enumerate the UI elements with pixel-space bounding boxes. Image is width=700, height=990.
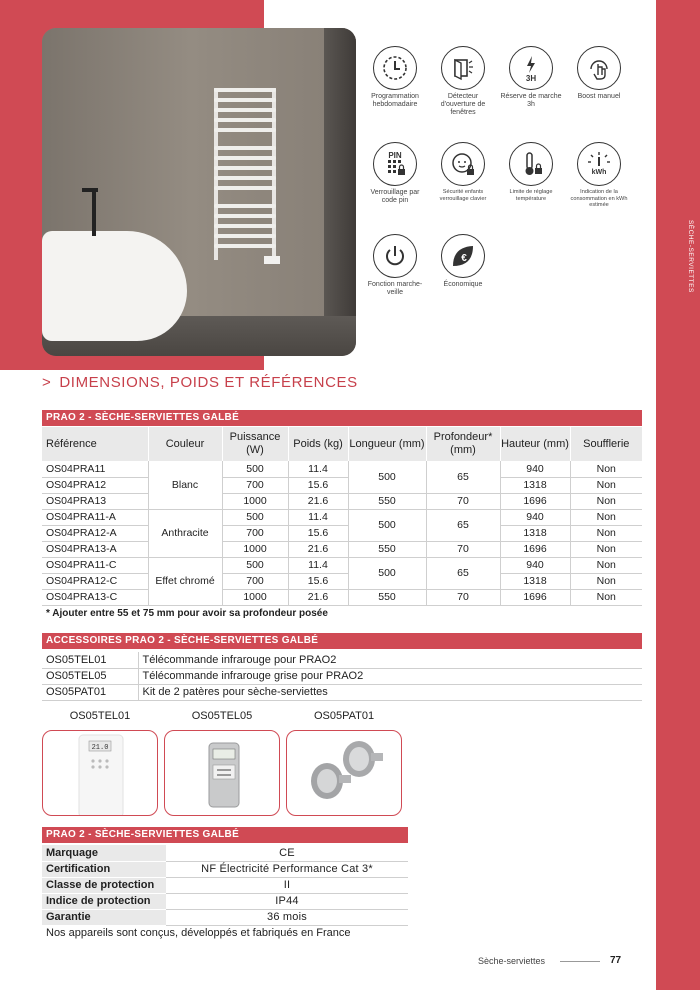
feature-child-lock [430, 142, 496, 202]
table-cell: 500 [348, 461, 426, 493]
table-cell: 940 [500, 509, 570, 525]
side-tab-label: SÈCHE-SERVIETTES [687, 220, 694, 293]
towel-radiator [214, 88, 276, 260]
accessory-code: OS05TEL05 [42, 668, 138, 684]
energy-meter-icon [577, 142, 621, 186]
table-row [42, 861, 408, 877]
table-row [42, 493, 642, 509]
feature-weekly-program [362, 46, 428, 109]
feature-label: Verrouillage par code pin [370, 189, 420, 204]
radiator-bar [214, 128, 276, 132]
economy-leaf-icon [441, 234, 485, 278]
product-label: OS05PAT01 [313, 710, 375, 722]
table-cell: OS04PRA12-C [42, 573, 148, 589]
table-cell: 21.6 [288, 493, 348, 509]
table-row [42, 477, 642, 493]
depth-note: * Ajouter entre 55 et 75 mm pour avoir sa profondeur posée [46, 608, 328, 619]
power-standby-icon [373, 234, 417, 278]
thermometer-lock-icon [509, 142, 553, 186]
spec-key: Certification [42, 861, 166, 877]
table-row [42, 909, 408, 925]
table-row [42, 573, 642, 589]
color-cell: Anthracite [148, 509, 222, 557]
feature-icons [362, 46, 632, 306]
color-cell: Blanc [148, 461, 222, 509]
product-card-hooks [286, 730, 402, 816]
table-row [42, 557, 642, 573]
table-cell: Non [570, 477, 642, 493]
spec-key: Garantie [42, 909, 166, 925]
table-cell: 70 [426, 493, 500, 509]
svg-text:€: € [461, 253, 467, 264]
column-header: Référence [42, 427, 148, 461]
child-lock-icon [441, 142, 485, 186]
table-cell: OS04PRA13-A [42, 541, 148, 557]
table-cell: 65 [426, 461, 500, 493]
remote-display-text: 21.0 [91, 744, 109, 752]
feature-label: Réserve de marche 3h [500, 93, 562, 108]
feature-boost [566, 46, 632, 101]
feature-window-detector [430, 46, 496, 117]
spec-key: Marquage [42, 845, 166, 861]
page-number: 77 [610, 955, 622, 966]
table-cell: 550 [348, 541, 426, 557]
radiator-bar [214, 176, 276, 180]
table-cell: Non [570, 493, 642, 509]
badge-3h-text: 3H [525, 74, 537, 83]
spec-value: IP44 [166, 893, 408, 909]
feature-label: Programmation hebdomadaire [371, 93, 419, 108]
table-cell: 500 [348, 557, 426, 589]
product-label: OS05TEL05 [191, 710, 253, 722]
table-row [42, 509, 642, 525]
table-cell: 500 [222, 509, 288, 525]
table-cell: 15.6 [288, 525, 348, 541]
radiator-bar [214, 166, 276, 170]
product-labels [42, 710, 408, 724]
specs-band: PRAO 2 - SÈCHE-SERVIETTES GALBÉ [42, 827, 408, 843]
radiator-bar [214, 88, 276, 92]
table-cell: 1000 [222, 541, 288, 557]
table-cell: 700 [222, 477, 288, 493]
table-cell: 500 [222, 461, 288, 477]
table-cell: Non [570, 589, 642, 605]
column-header: Puissance (W) [222, 427, 288, 461]
radiator-bar [214, 186, 276, 190]
table-cell: 500 [222, 557, 288, 573]
feature-3h-reserve [498, 46, 564, 109]
table-cell: 940 [500, 461, 570, 477]
spec-key: Classe de protection [42, 877, 166, 893]
boost-3h-icon [509, 46, 553, 90]
pin-lock-icon [373, 142, 417, 186]
table-row [42, 652, 642, 668]
table-cell: 1696 [500, 589, 570, 605]
white-remote-image [43, 731, 158, 816]
photo-bathtub [42, 231, 187, 341]
footer-section-name: Sèche-serviettes [478, 956, 546, 966]
feature-standby [362, 234, 428, 297]
accessory-description: Télécommande infrarouge pour PRAO2 [138, 652, 642, 668]
radiator-bar [214, 244, 276, 248]
table-cell: 1318 [500, 525, 570, 541]
table-cell: 1000 [222, 493, 288, 509]
accessory-code: OS05PAT01 [42, 684, 138, 700]
column-header: Profondeur* (mm) [426, 427, 500, 461]
feature-pin-lock [362, 142, 428, 205]
table-cell: 70 [426, 589, 500, 605]
feature-label: Indication de la consommation en kWh estimée [570, 189, 628, 209]
table-header-row [42, 427, 642, 461]
table-cell: 700 [222, 525, 288, 541]
table-row [42, 541, 642, 557]
table-row [42, 684, 642, 700]
table-cell: 21.6 [288, 541, 348, 557]
product-card-remote-white [42, 730, 158, 816]
radiator-bar [214, 98, 276, 102]
radiator-bar [214, 214, 276, 218]
spec-value: CE [166, 845, 408, 861]
table-cell: 940 [500, 557, 570, 573]
table-cell: 700 [222, 573, 288, 589]
table-cell: OS04PRA11 [42, 461, 148, 477]
table-cell: 65 [426, 557, 500, 589]
table-cell: Non [570, 525, 642, 541]
accessory-description: Kit de 2 patères pour sèche-serviettes [138, 684, 642, 700]
table-cell: Non [570, 573, 642, 589]
table-row [42, 877, 408, 893]
grey-remote-image [165, 731, 280, 816]
table-cell: 550 [348, 493, 426, 509]
photo-tap-spout [82, 188, 98, 192]
table-cell: 70 [426, 541, 500, 557]
table-cell: OS04PRA12 [42, 477, 148, 493]
table-cell: OS04PRA12-A [42, 525, 148, 541]
photo-glass-panel [324, 28, 356, 318]
table-row [42, 461, 642, 477]
table-cell: OS04PRA11-C [42, 557, 148, 573]
radiator-bar [214, 108, 276, 112]
table-cell: OS04PRA11-A [42, 509, 148, 525]
accessories-band: ACCESSOIRES PRAO 2 - SÈCHE-SERVIETTES GALBÉ [42, 633, 642, 649]
table-cell: OS04PRA13-C [42, 589, 148, 605]
radiator-bar [214, 118, 276, 122]
color-cell: Effet chromé [148, 557, 222, 605]
column-header: Soufflerie [570, 427, 642, 461]
product-label: OS05TEL01 [69, 710, 131, 722]
table-cell: 1696 [500, 541, 570, 557]
feature-label: Détecteur d'ouverture de fenêtres [440, 93, 486, 116]
column-header: Couleur [148, 427, 222, 461]
spec-value: 36 mois [166, 909, 408, 925]
feature-label: Économique [443, 281, 483, 288]
radiator-bar [214, 146, 276, 150]
accessory-code: OS05TEL01 [42, 652, 138, 668]
radiator-bar [214, 204, 276, 208]
section-title-text: DIMENSIONS, POIDS ET RÉFÉRENCES [59, 374, 358, 391]
table-cell: Non [570, 557, 642, 573]
table-cell: 15.6 [288, 573, 348, 589]
feature-temp-limit [498, 142, 564, 202]
feature-label: Fonction marche-veille [367, 281, 423, 296]
feature-label: Boost manuel [577, 93, 621, 100]
feature-label: Limite de réglage température [509, 189, 553, 202]
accessories-table [42, 652, 642, 701]
badge-pin-text: PIN [388, 151, 402, 160]
badge-kwh-text: kWh [591, 169, 607, 176]
table-cell: OS04PRA13 [42, 493, 148, 509]
feature-economy [430, 234, 496, 289]
radiator-control-box [264, 256, 280, 264]
table-cell: 65 [426, 509, 500, 541]
footer-divider [560, 961, 600, 962]
specs-table [42, 845, 408, 926]
table-cell: 11.4 [288, 461, 348, 477]
product-photo [42, 28, 356, 356]
product-card-remote-grey [164, 730, 280, 816]
column-header: Longueur (mm) [348, 427, 426, 461]
accessory-description: Télécommande infrarouge grise pour PRAO2 [138, 668, 642, 684]
table-cell: 15.6 [288, 477, 348, 493]
hooks-image [287, 731, 402, 816]
side-band [656, 0, 700, 990]
table-row [42, 589, 642, 605]
table-row [42, 525, 642, 541]
feature-label: Sécurité enfants verrouillage clavier [439, 189, 487, 202]
photo-tap [92, 188, 96, 236]
table-cell: 1318 [500, 573, 570, 589]
table-row [42, 845, 408, 861]
table-cell: Non [570, 541, 642, 557]
radiator-bar [214, 156, 276, 160]
dimensions-table [42, 427, 642, 606]
radiator-bar [214, 234, 276, 238]
spec-value: NF Électricité Performance Cat 3* [166, 861, 408, 877]
table-row [42, 893, 408, 909]
touch-boost-icon [577, 46, 621, 90]
table-cell: 21.6 [288, 589, 348, 605]
table-cell: Non [570, 461, 642, 477]
column-header: Hauteur (mm) [500, 427, 570, 461]
chevron-right-icon: > [42, 374, 52, 391]
window-open-detector-icon [441, 46, 485, 90]
column-header: Poids (kg) [288, 427, 348, 461]
table-cell: Non [570, 509, 642, 525]
table-cell: 1318 [500, 477, 570, 493]
spec-key: Indice de protection [42, 893, 166, 909]
table-row [42, 668, 642, 684]
dims-table-band: PRAO 2 - SÈCHE-SERVIETTES GALBÉ [42, 410, 642, 426]
weekly-clock-icon [373, 46, 417, 90]
table-cell: 1000 [222, 589, 288, 605]
table-cell: 550 [348, 589, 426, 605]
made-in-france-text: Nos appareils sont conçus, développés et fabriqués en France [46, 927, 351, 939]
feature-energy [566, 142, 632, 209]
table-cell: 500 [348, 509, 426, 541]
table-cell: 11.4 [288, 557, 348, 573]
section-title [42, 374, 358, 391]
table-cell: 1696 [500, 493, 570, 509]
radiator-bar [214, 224, 276, 228]
table-cell: 11.4 [288, 509, 348, 525]
spec-value: II [166, 877, 408, 893]
